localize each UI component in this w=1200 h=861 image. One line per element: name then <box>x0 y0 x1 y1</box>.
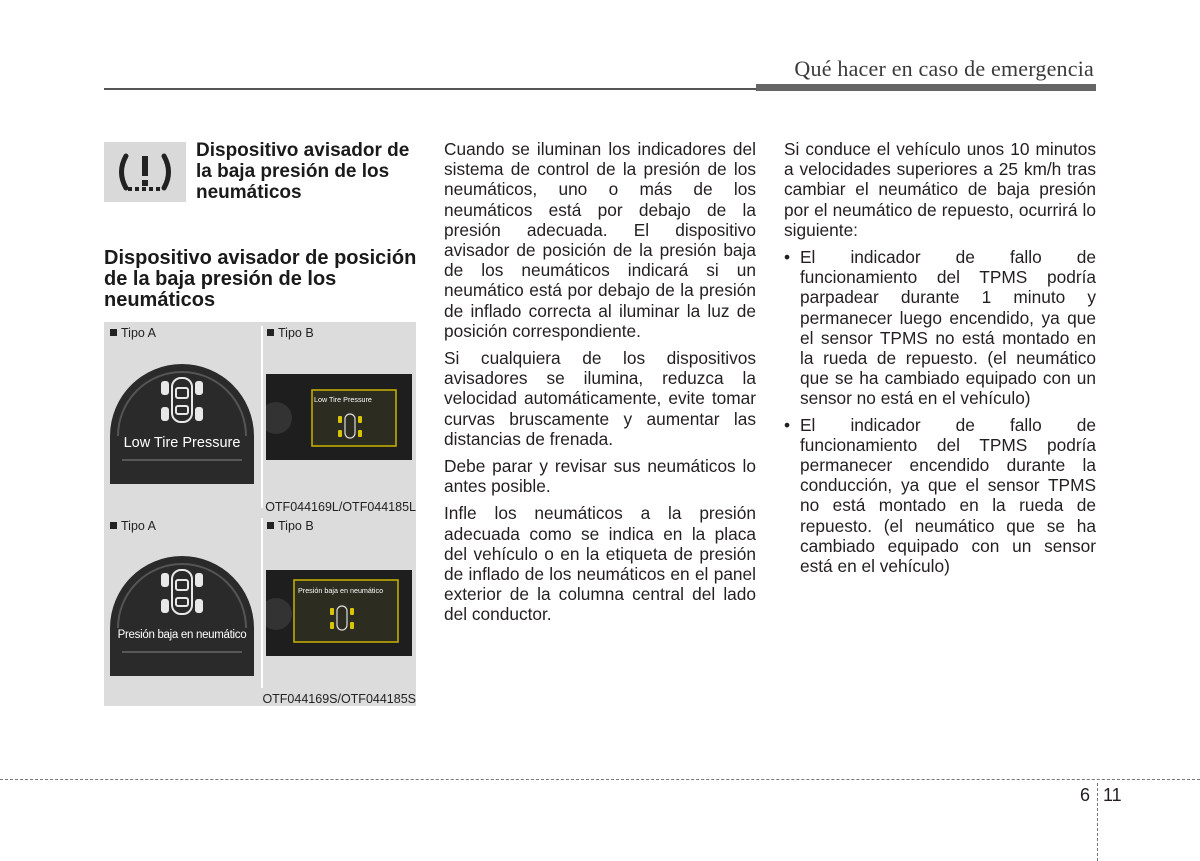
warning-indicator-title: Dispositivo avisador de la baja presión de los neumáticos <box>196 140 410 203</box>
header-rule-thick <box>756 84 1096 91</box>
gauge-type-a-spanish <box>108 554 256 681</box>
list-item: • El indicador de fallo de funcionamiento del TPMS podría permanecer encendido durante la conducción, ya que el sensor TPMS no está montado en la rueda de repuesto. (el neumático que se ha cambiado equipado con un sensor está en el vehículo) <box>784 414 1096 577</box>
gauge-type-a <box>108 362 256 489</box>
bullet: • <box>784 414 791 435</box>
figure-code-bottom: OTF044169S/OTF044185S <box>262 692 416 706</box>
cluster-panel-text: Presión baja en neumático <box>298 586 384 595</box>
tire-pressure-warning-icon <box>104 142 186 202</box>
section-title: Dispositivo avisador de posición de la baja presión de los neumáticos <box>104 247 417 311</box>
footer-divider <box>1097 783 1098 861</box>
gauge-text: Low Tire Pressure <box>123 435 241 451</box>
paragraph: Si conduce el vehículo unos 10 minutos a velocidades superiores a 25 km/h tras cambiar el neumático de baja presión por el neumático de repuesto, ocurrirá lo siguiente: <box>784 139 1096 240</box>
paragraph: Infle los neumáticos a la presión adecuada como se indica en la placa del vehículo o en la etiqueta de presión de inflado de los neumáticos en el panel exterior de la columna central del lado del conductor. <box>444 503 756 625</box>
figure-label-type-b: Tipo B <box>267 326 314 340</box>
paragraph: Debe parar y revisar sus neumáticos lo antes posible. <box>444 456 756 497</box>
footer-rule <box>0 779 1200 780</box>
header-rule <box>104 88 764 90</box>
cluster-type-b <box>266 374 412 465</box>
page-header-title: Qué hacer en caso de emergencia <box>794 56 1094 81</box>
figure-label-type-b: Tipo B <box>267 519 314 533</box>
cluster-type-b-spanish <box>266 570 412 661</box>
instrument-cluster-figure <box>104 322 416 706</box>
figure-code-top: OTF044169L/OTF044185L <box>265 500 416 514</box>
chapter-number: 6 <box>1080 785 1091 805</box>
bullet-list <box>784 247 1096 576</box>
figure-divider <box>261 518 263 688</box>
paragraph: Si cualquiera de los dispositivos avisadores se ilumina, reduzca la velocidad automáticamente, evite tomar curvas bruscamente y aumentar las distancias de frenada. <box>444 348 756 449</box>
figure-divider <box>261 326 263 508</box>
gauge-text: Presión baja en neumático <box>117 629 247 641</box>
text-column-right <box>784 139 1096 582</box>
cluster-panel-text: Low Tire Pressure <box>314 395 372 404</box>
figure-label-type-a: Tipo A <box>110 326 156 340</box>
figure-label-type-a: Tipo A <box>110 519 156 533</box>
bullet: • <box>784 247 791 268</box>
page-number: 11 <box>1103 785 1122 805</box>
text-column-middle <box>444 139 756 632</box>
paragraph: Cuando se iluminan los indicadores del sistema de control de la presión de los neumáticos, uno o más de los neumáticos está por debajo de la presión adecuada. El dispositivo avisador de posición de la presión baja de los neumáticos indicará si un neumático está por debajo de la presión de inflado correcta al iluminar la luz de posición correspondiente. <box>444 139 756 341</box>
list-item: • El indicador de fallo de funcionamiento del TPMS podría parpadear durante 1 minuto y permanecer luego encendido, ya que el sensor TPMS no está montado en la rueda de repuesto. (el neumático que se ha cambiado equipado con un sensor no está en el vehículo) <box>784 247 1096 409</box>
